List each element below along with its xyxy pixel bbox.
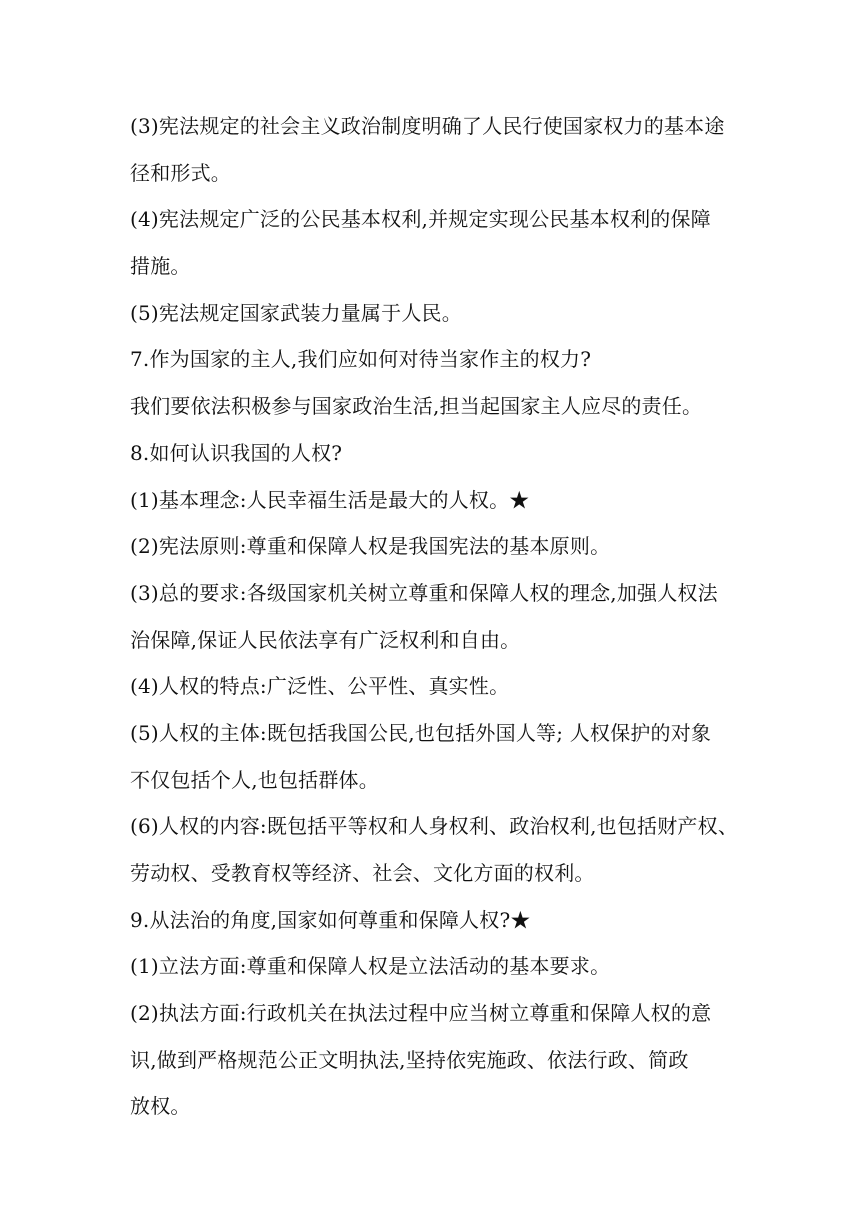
text-line: (6)人权的内容:既包括平等权和人身权利、政治权利,也包括财产权、 [130,814,739,839]
text-line: 放权。 [130,1094,191,1119]
text-line: (5)宪法规定国家武装力量属于人民。 [130,300,462,325]
text-line: (3)宪法规定的社会主义政治制度明确了人民行使国家权力的基本途 [130,114,725,138]
text-line: (3)总的要求:各级国家机关树立尊重和保障人权的理念,加强人权法 [130,580,718,605]
question-heading: 8.如何认识我国的人权? [130,440,343,465]
text-line: 治保障,保证人民依法享有广泛权利和自由。 [130,627,521,652]
text-line: (4)人权的特点:广泛性、公平性、真实性。 [130,674,510,699]
text-line: 措施。 [130,254,191,279]
text-line: 不仅包括个人,也包括群体。 [130,767,379,792]
text-line: 劳动权、受教育权等经济、社会、文化方面的权利。 [130,861,595,885]
text-line: (5)人权的主体:既包括我国公民,也包括外国人等; 人权保护的对象 [130,720,712,745]
document-body [130,103,750,1130]
text-line: (1)立法方面:尊重和保障人权是立法活动的基本要求。 [130,954,611,979]
question-heading: 7.作为国家的主人,我们应如何对待当家作主的权力? [130,347,592,372]
text-line: (1)基本理念:人民幸福生活是最大的人权。★ [130,487,530,512]
text-line: 我们要依法积极参与国家政治生活,担当起国家主人应尽的责任。 [130,394,703,419]
text-line: (2)宪法原则:尊重和保障人权是我国宪法的基本原则。 [130,534,611,559]
text-line: (4)宪法规定广泛的公民基本权利,并规定实现公民基本权利的保障 [130,207,711,232]
question-heading: 9.从法治的角度,国家如何尊重和保障人权?★ [130,907,531,932]
text-line: 径和形式。 [130,160,231,185]
text-line: (2)执法方面:行政机关在执法过程中应当树立尊重和保障人权的意 [130,1001,712,1026]
text-line: 识,做到严格规范公正文明执法,坚持依宪施政、依法行政、简政 [130,1047,689,1072]
